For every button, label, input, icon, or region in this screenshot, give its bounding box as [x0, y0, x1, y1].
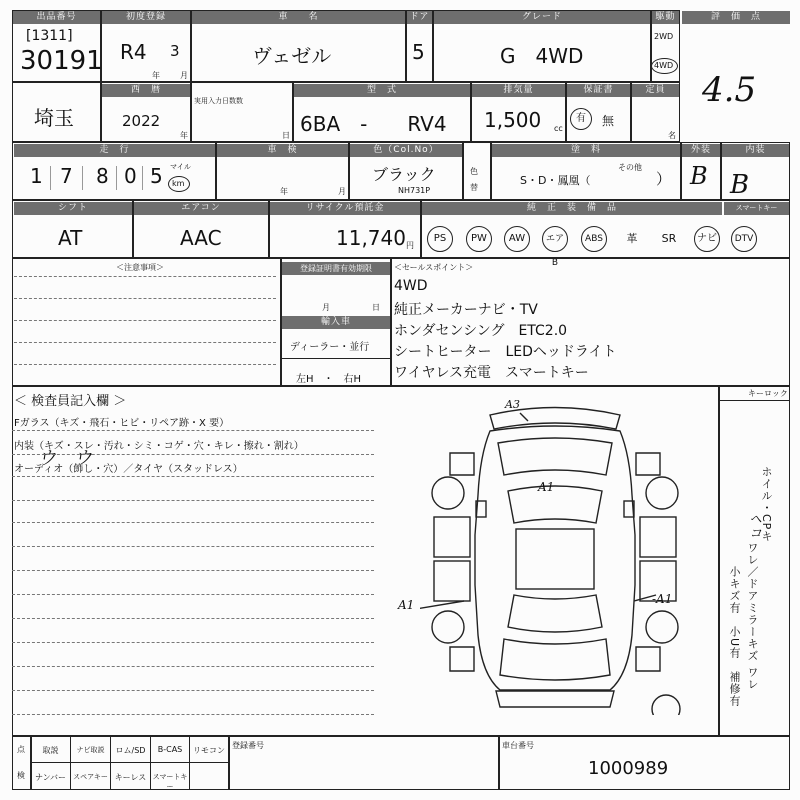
sales-point-3: ホンダセンシング ETC2.0 — [394, 323, 568, 339]
caution-label: ＜注意事項＞ — [116, 263, 164, 272]
diagram-mark-left: A1 — [398, 598, 415, 612]
lot-sub: [1311] — [26, 28, 73, 44]
inspector-line-1: Fガラス（キズ・飛石・ヒビ・リペア跡・X 要） — [14, 418, 230, 429]
reg-year-unit: 年 — [152, 71, 160, 80]
paint-extra-label: その他 — [618, 163, 642, 172]
equip-abs: ABS — [581, 226, 607, 252]
first-reg-unit: 日 — [282, 131, 290, 140]
inspection-label: 車 検 — [217, 144, 348, 157]
key-lock-label: キーロック — [748, 389, 788, 398]
inspector-title: ＜ 検査員記入欄 ＞ — [14, 394, 127, 409]
side-text-3: ワレ／ドアミラーキズ ワレ — [746, 542, 759, 691]
side-text-1: ホイル・CPキ — [760, 466, 773, 543]
aircon-label: エアコン — [134, 202, 268, 215]
score-value: 4.5 — [702, 70, 757, 110]
recycle-label: リサイクル預託金 — [270, 202, 420, 215]
mileage-digit-3: 8 — [96, 164, 109, 188]
aircon: AAC — [180, 226, 222, 250]
paint-label: 塗 料 — [492, 144, 680, 157]
grade: G 4WD — [500, 44, 584, 68]
diagram-mark-right: -A1 — [652, 592, 673, 606]
seats-label: 定員 — [632, 84, 679, 97]
warranty-no: 無 — [602, 114, 615, 128]
color-code: NH731P — [398, 186, 431, 195]
recycle: 11,740 — [336, 226, 406, 250]
footer-item-plate: ナンバー — [34, 773, 67, 782]
interior: B — [730, 170, 750, 200]
shift-label: シフト — [14, 202, 132, 215]
paint-close: ） — [656, 170, 672, 188]
color-label: 色（Col.No） — [350, 144, 462, 157]
diagram-mark-top: A3 — [505, 398, 520, 411]
lot-label: 出品番号 — [13, 11, 100, 24]
lot-number: 30191 — [20, 46, 103, 76]
year-unit: 年 — [180, 131, 188, 140]
displacement-label: 排気量 — [472, 84, 565, 97]
equip-navi: ナビ — [694, 226, 720, 252]
model-code: 6BA - RV4 — [300, 112, 447, 136]
year: 2022 — [122, 112, 161, 130]
mileage-digit-4: 0 — [124, 164, 137, 188]
warranty-yes: 有 — [570, 108, 592, 130]
model-name: ヴェゼル — [252, 44, 332, 68]
mileage-unit-miles: マイル — [170, 163, 191, 171]
footer-item-spare-key: スペアキー — [73, 773, 108, 781]
cert-unit-day: 日 — [372, 303, 380, 312]
year-label: 西 暦 — [102, 84, 190, 97]
sales-point-5: ワイヤレス充電 スマートキー — [394, 365, 589, 381]
drive-2wd: 2WD — [654, 32, 674, 41]
drive-label: 駆動 — [652, 11, 679, 24]
model-code-label: 型 式 — [294, 84, 470, 97]
footer-row-label-2: 検 — [17, 771, 25, 780]
side-text-2: ヘコ — [746, 512, 761, 540]
import-label: 輸入車 — [282, 316, 390, 329]
car-diagram — [420, 395, 690, 715]
inspection-month: 月 — [338, 187, 346, 196]
inspector-line-3: オーディオ（飾し・穴）／タイヤ（スタッドレス） — [14, 464, 243, 475]
footer-item-rom: ロム/SD — [115, 746, 146, 755]
cert-unit-month: 月 — [322, 303, 330, 312]
first-reg-label: 実用入力日数数 — [194, 97, 243, 105]
recycle-unit: 円 — [406, 241, 414, 250]
doors: 5 — [412, 40, 425, 64]
mileage-digit-1: 1 — [30, 164, 43, 188]
footer-item-bcas: B-CAS — [157, 745, 183, 754]
sales-label: ＜セールスポイント＞ — [394, 263, 474, 272]
diagram-mark-roof: A1 — [538, 480, 555, 494]
equip-dtv: DTV — [731, 226, 757, 252]
exterior-label: 外装 — [682, 144, 720, 157]
equip-aw: AW — [504, 226, 530, 252]
reg-era: R4 — [120, 40, 147, 64]
door-label: ドア — [407, 11, 432, 24]
inspector-line-2: 内装（キズ・スレ・汚れ・シミ・コゲ・穴・キレ・擦れ・割れ） — [14, 441, 304, 452]
equip-leather: 革 — [626, 232, 638, 245]
inspection-year: 年 — [280, 187, 288, 196]
color-change-1: 色 — [470, 167, 478, 176]
cert-label: 登録証明書有効期限 — [282, 262, 390, 275]
footer-item-smart-key: スマートキー — [152, 773, 188, 791]
region: 埼玉 — [34, 106, 74, 130]
equip-pw: PW — [466, 226, 492, 252]
interior-label: 内装 — [722, 144, 789, 157]
cc-unit: cc — [554, 124, 563, 133]
footer-item-navi-manual: ナビ取説 — [76, 746, 105, 754]
reg-label: 初度登録 — [102, 11, 190, 24]
reg-month: 3 — [170, 42, 180, 60]
color-change-2: 替 — [470, 183, 478, 192]
equip-sr: SR — [661, 232, 677, 245]
chassis-label: 車台番号 — [502, 741, 534, 750]
sales-point-4: シートヒーター LEDヘッドライト — [394, 344, 617, 360]
warranty-label: 保証書 — [567, 84, 630, 97]
footer-row-label-1: 点 — [17, 745, 25, 754]
footer-item-keyless: キーレス — [114, 773, 147, 782]
inspector-hand-note: ウ ウ — [38, 448, 92, 469]
exterior: B — [690, 162, 708, 190]
paint-options: S・D・鳳凰（ — [520, 174, 591, 187]
grade-label: グレード — [434, 11, 650, 24]
seats-unit: 名 — [668, 131, 676, 140]
side-text-4: 小キズ有 小U有 補修有 — [728, 566, 741, 708]
mileage-unit-km: km — [172, 179, 185, 188]
smartkey-label: スマートキー — [724, 202, 789, 215]
reg-number-label: 登録番号 — [232, 741, 264, 750]
steering: 左H ・ 右H — [296, 374, 362, 385]
reg-month-unit: 月 — [180, 71, 188, 80]
mileage-digit-5: 5 — [150, 164, 163, 188]
shift: AT — [58, 226, 83, 250]
equip-ps: PS — [427, 226, 453, 252]
chassis: 1000989 — [588, 758, 669, 779]
sales-point-2: 純正メーカーナビ・TV — [394, 302, 538, 318]
score-label: 評 価 点 — [682, 11, 790, 24]
drive-4wd: 4WD — [654, 61, 674, 70]
color: ブラック — [372, 165, 436, 184]
model-label: 車 名 — [192, 11, 405, 24]
equip-airbag: エアB — [542, 226, 568, 252]
equipment-label: 純 正 装 備 品 — [422, 202, 722, 215]
footer-item-manual: 取説 — [42, 746, 59, 755]
sales-point-1: 4WD — [394, 278, 428, 294]
mileage-digit-2: 7 — [60, 164, 73, 188]
displacement: 1,500 — [484, 108, 542, 132]
import-value: ディーラー・並行 — [290, 342, 370, 353]
footer-item-remote: リモコン — [193, 746, 225, 755]
mileage-label: 走 行 — [14, 144, 215, 157]
